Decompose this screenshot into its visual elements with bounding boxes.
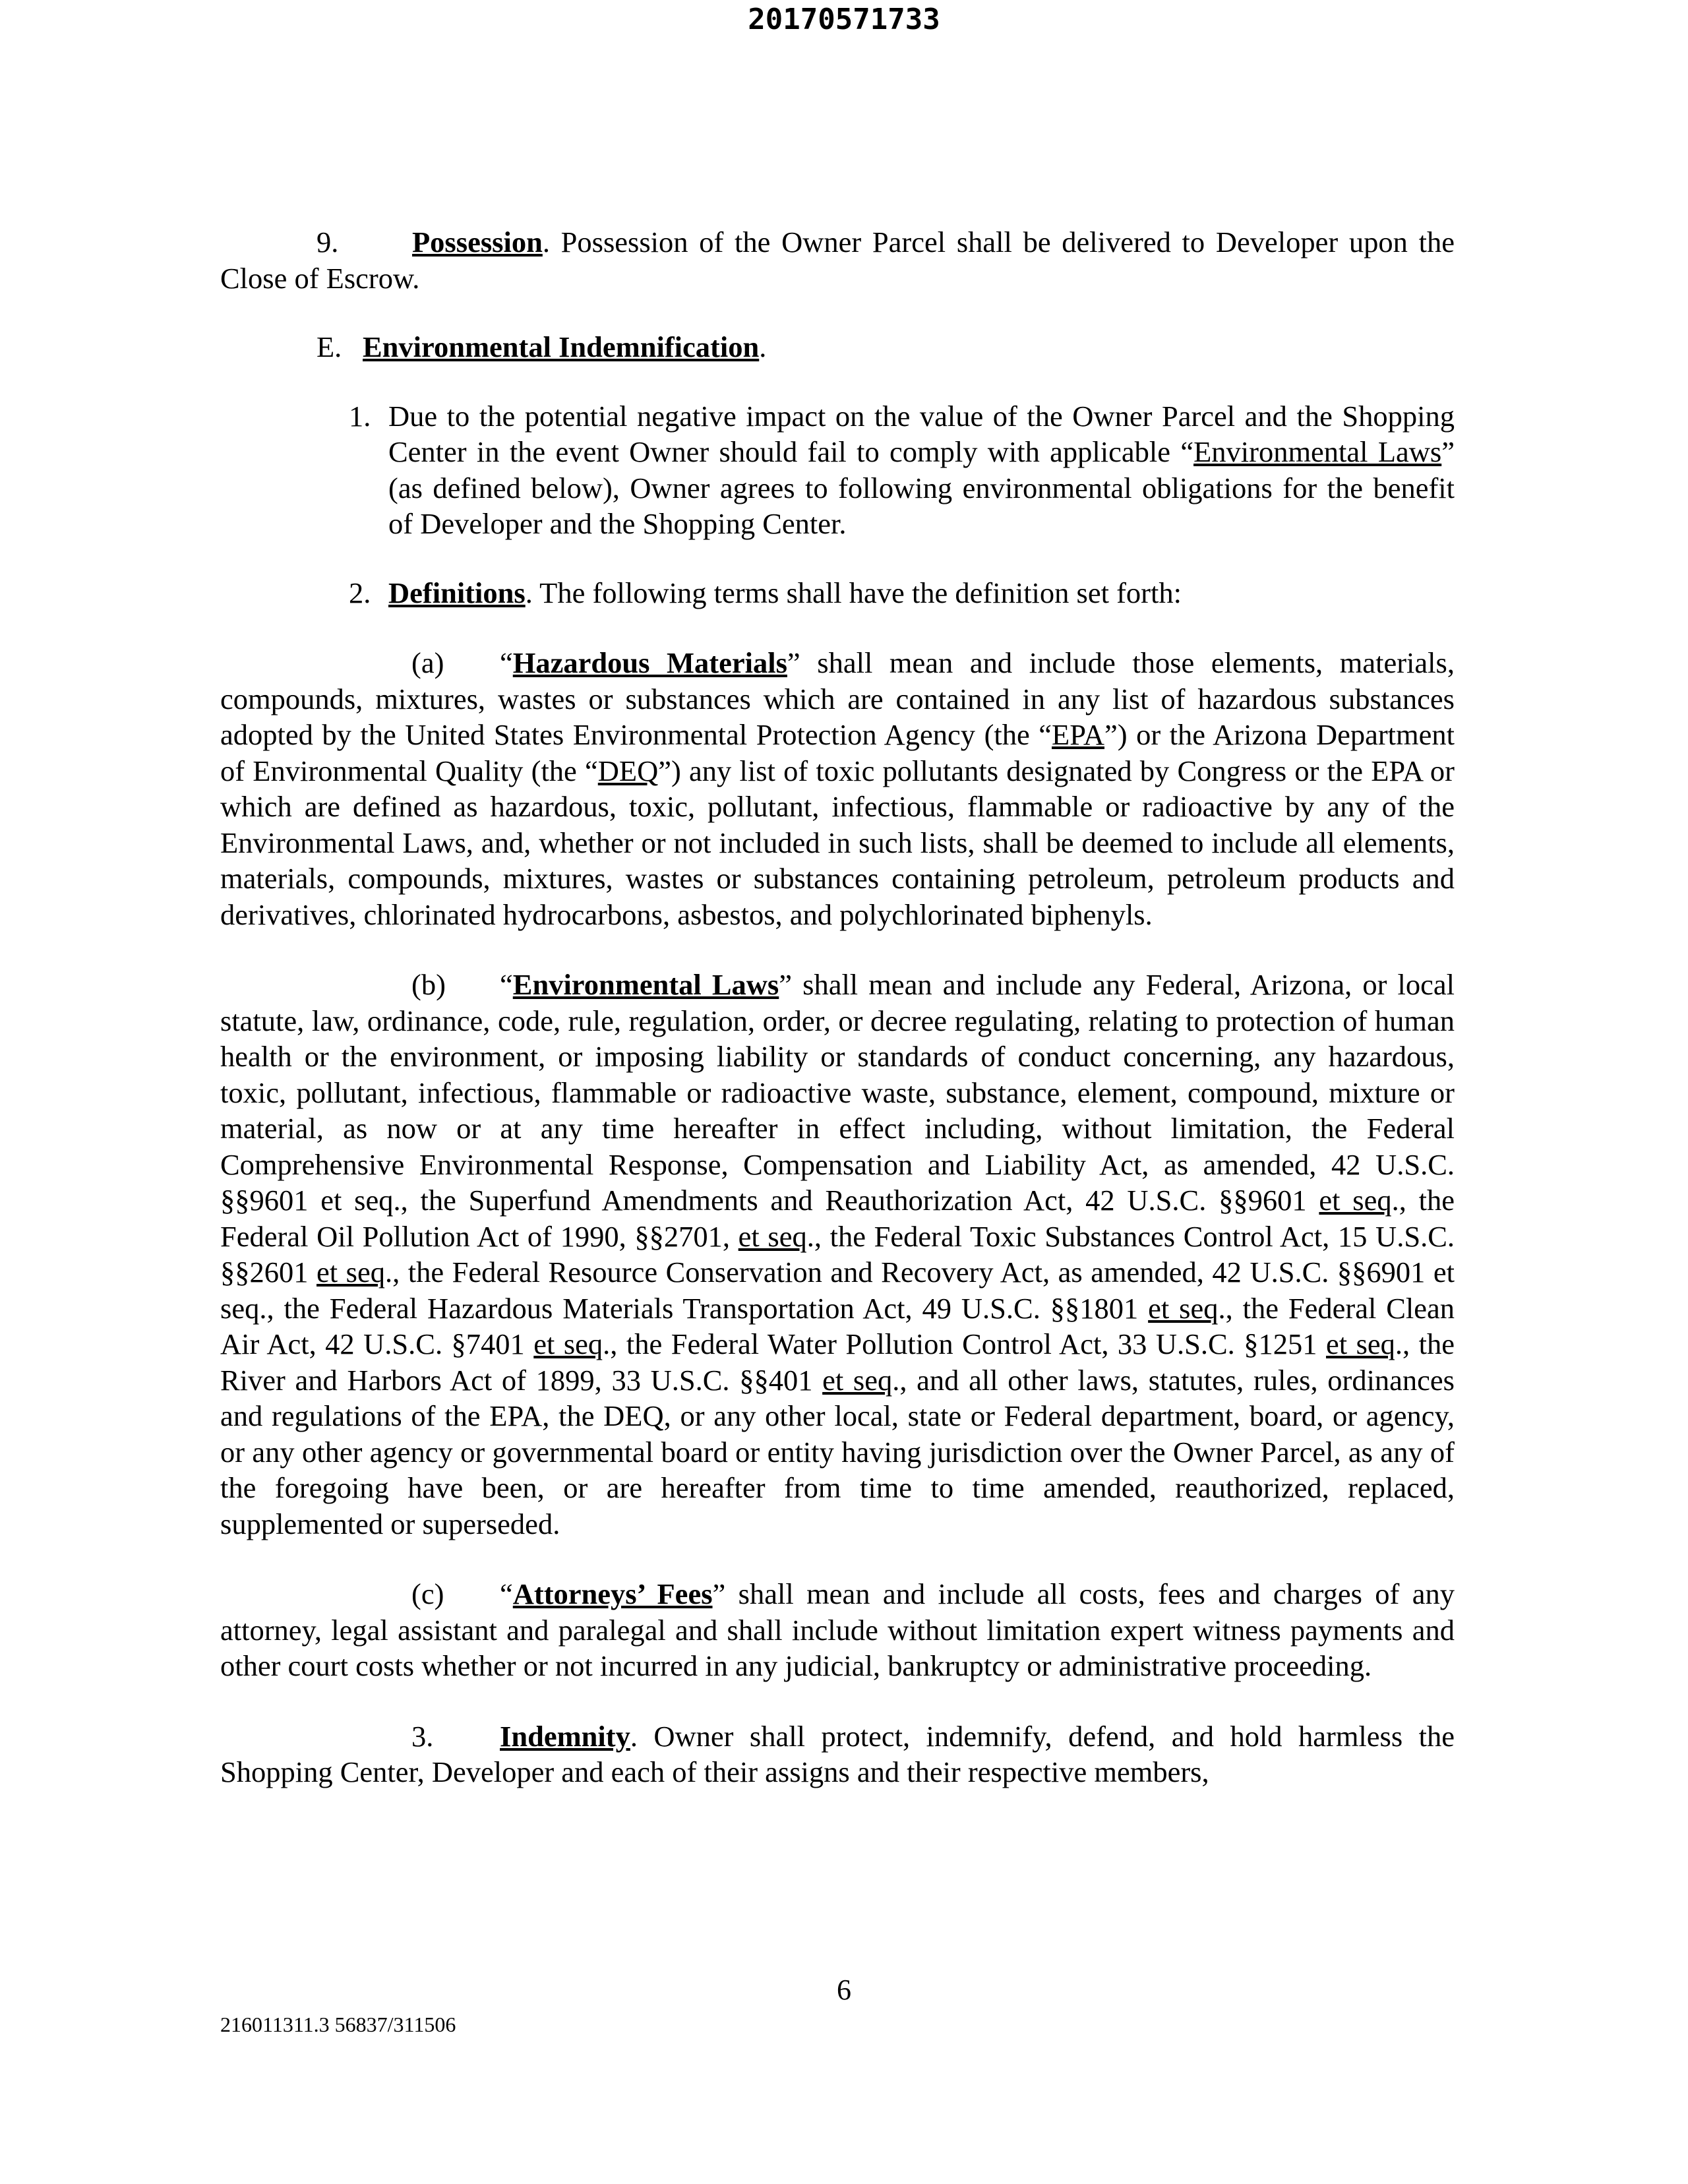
- definition-b-quote: “: [500, 968, 513, 1001]
- environmental-laws-term: Environmental Laws: [1193, 435, 1442, 468]
- definition-a-quote: “: [500, 646, 513, 679]
- item-2-text: [388, 575, 1455, 611]
- item-1-number: 1.: [349, 399, 371, 433]
- section-9-title: Possession: [412, 226, 543, 258]
- definition-b-text-7: ., the River and Harbors Act of 1899, 33 U.S.C. §§401: [220, 1327, 1455, 1397]
- section-9-number: 9.: [316, 226, 339, 258]
- recording-number: 20170571733: [748, 3, 940, 36]
- item-3-text: . Owner shall protect, indemnify, defend, and hold harmless the Shopping Center, Developer and each of their assigns and their respective members,: [220, 1719, 1455, 1788]
- definition-b-text-8: ., and all other laws, statutes, rules, ordinances and regulations of the EPA, the DEQ, or any other local, state or Federal department, board, or agency, or any other agency or governmental board or entity having jurisdiction over the Owner Parcel, as any of the foregoing have been, or are hereafter from time to time amended, reauthorized, replaced, supplemented or superseded.: [220, 1363, 1455, 1540]
- definition-c-label: (c): [411, 1577, 444, 1610]
- section-e-letter: E.: [316, 330, 342, 363]
- definition-c-text: ” shall mean and include all costs, fees and charges of any attorney, legal assistant and paralegal and shall include without limitation expert witness payments and other court costs whether or not incurred in any judicial, bankruptcy or administrative proceeding.: [220, 1577, 1455, 1682]
- hazardous-materials-term: Hazardous Materials: [512, 646, 787, 679]
- section-e-heading: [316, 329, 1455, 365]
- indemnity-title: Indemnity: [500, 1719, 630, 1753]
- definition-a: [220, 645, 1455, 932]
- page-number: 6: [837, 1974, 851, 2006]
- definitions-title: Definitions: [388, 576, 526, 609]
- definition-b-text-6: ., the Federal Water Pollution Control Act, 33 U.S.C. §1251: [603, 1327, 1326, 1360]
- section-e-title-end: .: [759, 330, 767, 363]
- section-9-paragraph: [220, 224, 1455, 296]
- item-3-paragraph: [220, 1718, 1455, 1790]
- attorneys-fees-term: Attorneys’ Fees: [512, 1577, 713, 1610]
- definition-a-label: (a): [411, 646, 444, 679]
- item-2-rest: . The following terms shall have the definition set forth:: [525, 576, 1182, 609]
- definition-a-text-3: ”) any list of toxic pollutants designated by Congress or the EPA or which are defined as hazardous, toxic, pollutant, infectious, flammable or radioactive by any of the Environmental Laws, and, whether or not included in such lists, shall be deemed to include all elements, materials, compounds, mixtures, wastes or substances containing petroleum, petroleum products and derivatives, chlorinated hydrocarbons, asbestos, and polychlorinated biphenyls.: [220, 754, 1455, 931]
- definition-c-quote: “: [500, 1577, 513, 1610]
- definition-a-text-2: ”) or the Arizona Department of Environmental Quality (the “: [220, 718, 1455, 787]
- et-seq-3: et seq: [316, 1256, 385, 1289]
- et-seq-4: et seq: [1148, 1291, 1219, 1325]
- et-seq-5: et seq: [533, 1327, 603, 1360]
- item-1-text-b: ” (as defined below), Owner agrees to following environmental obligations for the benefit of Developer and the Shopping Center.: [388, 435, 1455, 540]
- definition-b-text-2: ., the Federal Oil Pollution Act of 1990, §§2701,: [220, 1184, 1455, 1253]
- definition-b-text-1: ” shall mean and include any Federal, Arizona, or local statute, law, ordinance, code, rule, regulation, order, or decree regulating, relating to protection of human health or the environment, or imposing liability or standards of conduct concerning, any hazardous, toxic, pollutant, infectious, flammable or radioactive waste, substance, element, compound, mixture or material, as now or at any time hereafter in effect including, without limitation, the Federal Comprehensive Environmental Response, Compensation and Liability Act, as amended, 42 U.S.C. §§9601 et seq., the Superfund Amendments and Reauthorization Act, 42 U.S.C. §§9601: [220, 968, 1455, 1217]
- et-seq-1: et seq: [1319, 1184, 1392, 1217]
- et-seq-7: et seq: [822, 1363, 893, 1397]
- et-seq-6: et seq: [1326, 1327, 1395, 1360]
- item-3-number: 3.: [411, 1719, 434, 1753]
- definition-b-text-4: ., the Federal Resource Conservation and Recovery Act, as amended, 42 U.S.C. §§6901 et seq., the Federal Hazardous Materials Transportation Act, 49 U.S.C. §§1801: [220, 1256, 1455, 1325]
- definition-b-text-3: ., the Federal Toxic Substances Control Act, 15 U.S.C. §§2601: [220, 1219, 1455, 1289]
- item-1-text: [388, 398, 1455, 542]
- item-1: [349, 398, 1455, 542]
- epa-term: EPA: [1052, 718, 1105, 751]
- section-e-title: Environmental Indemnification: [363, 330, 760, 363]
- definition-b-label: (b): [411, 968, 446, 1001]
- deq-term: DEQ: [597, 754, 659, 787]
- item-2-number: 2.: [349, 576, 371, 609]
- environmental-laws-definition-term: Environmental Laws: [512, 968, 779, 1001]
- definition-a-text-1: ” shall mean and include those elements, materials, compounds, mixtures, wastes or substances which are contained in any list of hazardous substances adopted by the United States Environmental Protection Agency (the “: [220, 646, 1455, 751]
- document-body: [220, 224, 1455, 1790]
- definition-b: [220, 967, 1455, 1542]
- et-seq-2: et seq: [738, 1219, 807, 1253]
- section-9-text: . Possession of the Owner Parcel shall be delivered to Developer upon the Close of Escrow.: [220, 226, 1455, 295]
- definition-b-text-5: ., the Federal Clean Air Act, 42 U.S.C. §7401: [220, 1291, 1455, 1360]
- item-2: [349, 575, 1455, 611]
- document-id: 216011311.3 56837/311506: [220, 2013, 456, 2036]
- item-1-text-a: Due to the potential negative impact on the value of the Owner Parcel and the Shopping Center in the event Owner should fail to comply with applicable “: [388, 399, 1455, 468]
- definition-c: [220, 1576, 1455, 1684]
